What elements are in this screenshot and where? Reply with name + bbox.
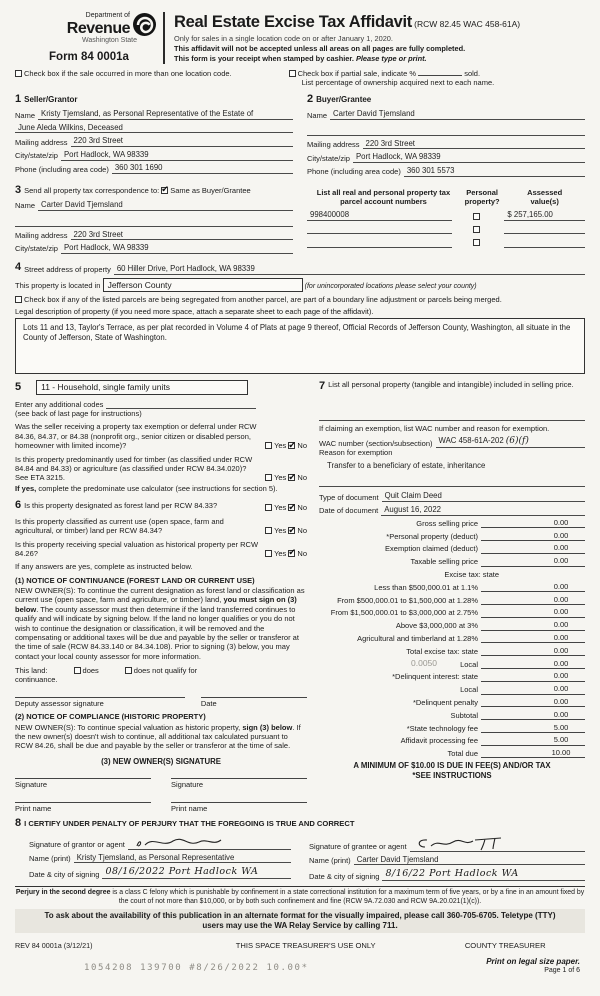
total-state-excise-value[interactable]: 0.00 bbox=[537, 646, 585, 656]
form-title: Real Estate Excise Tax Affidavit bbox=[174, 13, 413, 31]
seller-city-state-zip-field[interactable]: Port Hadlock, WA 98339 bbox=[61, 150, 293, 161]
treasurer-use-only-label: THIS SPACE TREASURER'S USE ONLY bbox=[235, 941, 376, 951]
grantee-signature-scribble bbox=[413, 835, 505, 851]
parcel-row-1 bbox=[307, 210, 585, 221]
section-8-certification: 8 I CERTIFY UNDER PENALTY OF PERJURY THAT THE FOREGOING IS TRUE AND CORRECT Signature of grantor or agent Name (print) Kristy Tjemsland, as Personal Representative Date & city of signing 08/16/2022 Port Hadlock WA Signature of grantee or agent Name (print) Carter David Tjemsland Date & city of signing 8/16/22 Port Hadlock WA bbox=[15, 817, 585, 881]
personal-property-checkbox-2[interactable] bbox=[473, 226, 480, 233]
timber-no-checkbox[interactable] bbox=[288, 474, 295, 481]
historical-property-question: Is this property receiving special valuation as historical property per RCW 84.26? Yes ✔ No bbox=[15, 540, 307, 559]
segregated-parcels-checkbox[interactable] bbox=[15, 296, 22, 303]
delinquent-interest-state-value[interactable]: 0.00 bbox=[537, 671, 585, 681]
form-number: Form 84 0001a bbox=[49, 50, 129, 63]
same-as-buyer-checkbox[interactable] bbox=[161, 187, 168, 194]
cashier-stamp: 1054208 139700 #8/26/2022 10.00* bbox=[84, 962, 309, 973]
buyer-grantee-title: Buyer/Grantee bbox=[316, 94, 372, 104]
section-4-property: 4 Street address of property 60 Hiller Drive, Port Hadlock, WA 98339 This property is located in Jefferson County (for unincorporated locations please select your county) Check box if any of the listed parcels are being segregated from another parcel, are part of a boundary line adjustment or parcels being merged. Legal description of property (if you need more space, attach a separate sheet to each page of the affidavit). Lots 11 and 13, Taylor's Terrace, as per plat recorded in Volume 4 of Plats at page 9 thereof, Official Records of Jefferson County, Washington, all situate in the County of Jefferson, State of Washington. bbox=[15, 261, 585, 374]
deputy-assessor-signature-field[interactable]: Deputy assessor signature bbox=[15, 697, 185, 708]
exemption-no-checkbox[interactable] bbox=[288, 442, 295, 449]
legal-description-field[interactable]: Lots 11 and 13, Taylor's Terrace, as per plat recorded in Volume 4 of Plats at page 9 thereof, Official Records of Jefferson County, Washington, all situate in the County of Jefferson, State of Washington. bbox=[15, 318, 585, 374]
exemption-yes-checkbox[interactable] bbox=[265, 442, 272, 449]
alternate-format-notice: To ask about the availability of this publication in an alternate format for the visually impaired, please call 360-705-6705. Teletype (TTY) users may use the WA Relay Service by calling 711. bbox=[15, 909, 585, 933]
land-does-not-checkbox[interactable] bbox=[125, 667, 132, 674]
forest-land-question: 6 Is this property designated as forest land per RCW 84.33? Yes ✔ No bbox=[15, 499, 307, 513]
delinquent-interest-local-value[interactable]: 0.00 bbox=[537, 684, 585, 694]
buyer-name-field[interactable]: Carter David Tjemsland bbox=[330, 109, 585, 120]
grantor-date-city-field[interactable]: 08/16/2022 Port Hadlock WA bbox=[102, 866, 291, 879]
subtotal-value[interactable]: 0.00 bbox=[537, 710, 585, 720]
assessed-value-field-3[interactable] bbox=[504, 239, 585, 248]
partial-sale-label: Check box if partial sale, indicate % bbox=[297, 68, 416, 78]
buyer-city-state-zip-field[interactable]: Port Hadlock, WA 98339 bbox=[353, 152, 585, 163]
personal-property-checkbox-3[interactable] bbox=[473, 239, 480, 246]
wac-number-field[interactable]: WAC 458-61A-202 (6)(f) bbox=[436, 436, 585, 448]
section-3-tax-correspondence: 3 Send all property tax correspondence to: ✔ Same as Buyer/Grantee Name Carter David Tjemsland Mailing address 220 3rd Street City/state/zip Port Hadlock, WA 98339 bbox=[15, 184, 293, 254]
print-note: Print on legal size paper. Page 1 of 6 bbox=[486, 957, 580, 975]
grantee-certification: Signature of grantee or agent Name (print) Carter David Tjemsland Date & city of signing 8/16/22 Port Hadlock WA bbox=[309, 832, 585, 881]
assessed-value-field-2[interactable] bbox=[504, 225, 585, 234]
current-use-question: Is this property classified as current use (open space, farm and agricultural, or timber) land per RCW 84.34? Yes ✔ No bbox=[15, 517, 307, 536]
taxable-selling-price-value[interactable]: 0.00 bbox=[537, 556, 585, 566]
grantor-signature-field[interactable] bbox=[128, 835, 291, 850]
seller-grantor-title: Seller/Grantor bbox=[24, 94, 78, 104]
section-2-buyer: 2 Buyer/Grantee Name Carter David Tjemsland Mailing address 220 3rd Street City/state/zip Port Hadlock, WA 98339 Phone (including area code) 360 301 5573 bbox=[307, 93, 585, 177]
reason-for-exemption-label: Reason for exemption bbox=[319, 448, 393, 458]
historical-yes-checkbox[interactable] bbox=[265, 550, 272, 557]
parcel-number-field-1[interactable]: 998400008 bbox=[307, 210, 452, 221]
notice-compliance-text: NEW OWNER(S): To continue special valuation as historic property, sign (3) below. If the new owner(s) doesn't wish to continue, all additional tax calculated pursuant to RCW 84.26, shall be due and payable by the seller or transferor at the time of sale. bbox=[15, 722, 301, 751]
rev-form-number: REV 84 0001a (3/12/21) bbox=[15, 941, 93, 951]
reason-for-exemption-value[interactable]: Transfer to a beneficiary of estate, inheritance bbox=[327, 460, 486, 470]
personal-property-deduct-value[interactable]: 0.00 bbox=[537, 531, 585, 541]
predominate-use-note: If yes, complete the predominate use calculator (see instructions for section 5). bbox=[15, 483, 278, 493]
page-indicator: Page 1 of 6 bbox=[544, 967, 580, 975]
excise-tax-computation: Gross selling price 0.00 *Personal property (deduct) 0.00 Exemption claimed (deduct) 0.00 Taxable selling price 0.00 Excise tax: state Less than $500,000.01 at 1.1% 0.00 From $500,000.01 to $1,500,000 at 1.28% 0.00 From $1,500,000.01 to $3,000,000 at 2.75% 0.00 Above $3,000,000 at 3% 0.00 Agricultural and timberland at 1.28% 0.00 Total excise tax: state 0.00 0.0050 Local 0.00 *Delinquent interest: state 0.00 Local 0.00 *Delinquent penalty 0.00 Subtotal 0.00 *State technology fee 5.00 Affidavit processing fee 5.00 Total due 10.00 A MINIMUM OF $10.00 IS DUE IN FEE(S) AND/OR TAX *SEE INSTRUCTIONS bbox=[319, 518, 585, 781]
personal-property-checkbox-1[interactable] bbox=[473, 213, 480, 220]
historical-no-checkbox[interactable] bbox=[288, 550, 295, 557]
if-any-yes-note: If any answers are yes, complete as instructed below. bbox=[15, 562, 193, 572]
total-due-value[interactable]: 10.00 bbox=[537, 748, 585, 758]
land-use-code-box[interactable]: 11 - Household, single family units bbox=[36, 380, 248, 395]
affidavit-processing-fee-value[interactable]: 5.00 bbox=[537, 735, 585, 745]
grantee-print-name-field[interactable]: Carter David Tjemsland bbox=[354, 855, 585, 866]
tier2-tax-value[interactable]: 0.00 bbox=[537, 595, 585, 605]
dor-swirl-icon bbox=[132, 12, 157, 37]
washington-state-label: Washington State bbox=[82, 36, 137, 44]
type-of-document-field[interactable]: Quit Claim Deed bbox=[382, 491, 585, 502]
new-owner-signature-field-2[interactable]: Signature bbox=[171, 778, 307, 789]
local-tax-value[interactable]: 0.00 bbox=[537, 659, 585, 669]
new-owners-signature-title: (3) NEW OWNER(S) SIGNATURE bbox=[101, 756, 221, 766]
legal-description-label: Legal description of property (if you need more space, attach a separate sheet to each page of the affidavit). bbox=[15, 306, 374, 316]
certify-statement: I CERTIFY UNDER PENALTY OF PERJURY THAT THE FOREGOING IS TRUE AND CORRECT bbox=[24, 819, 355, 829]
local-rate: 0.0050 bbox=[411, 658, 437, 669]
section-1-seller: 1 Seller/Grantor Name Kristy Tjemsland, as Personal Representative of the Estate of June Aleda Wilkins, Deceased Mailing address 220 3rd Street City/state/zip Port Hadlock, WA 98339 Phone (including area code) 360 301 1690 bbox=[15, 93, 293, 177]
correspondence-name-field[interactable]: Carter David Tjemsland bbox=[38, 200, 293, 211]
multiple-location-checkbox[interactable] bbox=[15, 70, 22, 77]
parcel-number-field-3[interactable] bbox=[307, 239, 452, 248]
buyer-phone-field[interactable]: 360 301 5573 bbox=[404, 166, 585, 177]
grantor-signature-scribble bbox=[131, 835, 223, 849]
current-use-yes-checkbox[interactable] bbox=[265, 527, 272, 534]
assessed-value-field-1[interactable]: $ 257,165.00 bbox=[504, 210, 585, 221]
exemption-intro: If claiming an exemption, list WAC number and reason for exemption. bbox=[319, 423, 550, 433]
form-rcw-reference: (RCW 82.45 WAC 458-61A) bbox=[414, 19, 521, 29]
parcel-table: List all real and personal property tax parcel account numbers Personal property? Assessed value(s) 998400008 $ 257,165.00 bbox=[307, 184, 585, 254]
minimum-due-note: A MINIMUM OF $10.00 IS DUE IN FEE(S) AND/OR TAX bbox=[353, 761, 551, 771]
agricultural-tax-value[interactable]: 0.00 bbox=[537, 633, 585, 643]
seller-mailing-address-field[interactable]: 220 3rd Street bbox=[71, 136, 293, 147]
form-subtitle-1: Only for sales in a single location code on or after January 1, 2020. bbox=[174, 33, 393, 43]
correspondence-city-state-zip-field[interactable]: Port Hadlock, WA 98339 bbox=[61, 243, 293, 254]
forest-no-checkbox[interactable] bbox=[288, 504, 295, 511]
current-use-no-checkbox[interactable] bbox=[288, 527, 295, 534]
notice-compliance-title: (2) NOTICE OF COMPLIANCE (HISTORIC PROPERTY) bbox=[15, 712, 206, 722]
date-of-document-field[interactable]: August 16, 2022 bbox=[381, 505, 585, 516]
section-7-personal-property: 7 List all personal property (tangible and intangible) included in selling price. If claiming an exemption, list WAC number and reason for exemption. WAC number (section/subsection) WAC 458-61A-202 (6)(f) Reason for exemption Transfer to a beneficiary of estate, inheritance Type of document Quit Claim Deed Date of document August 16, 2022 bbox=[319, 380, 585, 516]
additional-codes-field[interactable] bbox=[106, 400, 256, 409]
tax-exemption-question: Was the seller receiving a property tax exemption or deferral under RCW 84.36, 84.37, or 84.38 (nonprofit org., senior citizen or disabled person, homeowner with limited income)? Yes ✔ No bbox=[15, 422, 307, 450]
grantor-certification: Signature of grantor or agent Name (print) Kristy Tjemsland, as Personal Representative Date & city of signing 08/16/2022 Port Hadlock WA bbox=[15, 832, 291, 881]
county-note: (for unincorporated locations please select your county) bbox=[304, 282, 477, 290]
see-instructions-note: *SEE INSTRUCTIONS bbox=[412, 771, 492, 781]
partial-sale-checkbox[interactable] bbox=[289, 70, 296, 77]
notice-continuance-title: (1) NOTICE OF CONTINUANCE (FOREST LAND OR CURRENT USE) bbox=[15, 575, 255, 585]
land-qualify-row: This land: does does not qualify for bbox=[15, 666, 198, 676]
timber-yes-checkbox[interactable] bbox=[265, 474, 272, 481]
multiple-location-label: Check box if the sale occurred in more than one location code. bbox=[24, 68, 232, 78]
parcel-row-3 bbox=[307, 238, 585, 247]
dept-of-label: Department of bbox=[85, 12, 130, 19]
tier1-tax-value[interactable]: 0.00 bbox=[537, 582, 585, 592]
gross-selling-price-value[interactable]: 0.00 bbox=[537, 518, 585, 528]
personal-property-blank-area[interactable] bbox=[319, 394, 585, 418]
form-subtitle-3: This form is your receipt when stamped by cashier. Please type or print. bbox=[174, 54, 427, 64]
same-as-buyer-label: Same as Buyer/Grantee bbox=[170, 185, 251, 195]
deputy-assessor-date-field[interactable]: Date bbox=[201, 697, 307, 708]
timber-agriculture-question: Is this property predominantly used for timber (as classified under RCW 84.84 and 84.33) or agriculture (as classified under RCW 84.34.020)? See ETA 3215. Yes ✔ No bbox=[15, 455, 307, 483]
new-owner-print-name-field-2[interactable]: Print name bbox=[171, 802, 307, 813]
revenue-wordmark: Revenue bbox=[66, 19, 130, 37]
state-technology-fee-value[interactable]: 5.00 bbox=[537, 723, 585, 733]
buyer-name-field-line2[interactable] bbox=[307, 127, 585, 136]
grantor-print-name-field[interactable]: Kristy Tjemsland, as Personal Representative bbox=[74, 853, 291, 864]
land-does-checkbox[interactable] bbox=[74, 667, 81, 674]
grantee-signature-field[interactable] bbox=[410, 835, 585, 852]
form-header bbox=[15, 12, 585, 64]
exemption-claimed-value[interactable]: 0.00 bbox=[537, 543, 585, 553]
segregated-parcels-label: Check box if any of the listed parcels are being segregated from another parcel, are part of a boundary line adjustment or parcels being merged. bbox=[24, 295, 502, 305]
county-select-box[interactable]: Jefferson County bbox=[103, 278, 303, 293]
tier3-tax-value[interactable]: 0.00 bbox=[537, 607, 585, 617]
seller-phone-field[interactable]: 360 301 1690 bbox=[112, 163, 293, 174]
parcel-number-field-2[interactable] bbox=[307, 225, 452, 234]
tier4-tax-value[interactable]: 0.00 bbox=[537, 620, 585, 630]
county-treasurer-label: COUNTY TREASURER bbox=[464, 941, 546, 951]
correspondence-mailing-address-field[interactable]: 220 3rd Street bbox=[71, 230, 293, 241]
notice-continuance-text: NEW OWNER(S): To continue the current designation as forest land or classification as current use (open space, farm and agriculture, or timber) land, you must sign on (3) below. The county assessor must then determine if the land transferred continues to qualify and will indicate by signing below. If the land no longer qualifies or you do not wish to continue the designation or classification, it will be removed and the compensating or additional taxes will be due and payable by the seller or transferor at the time of sale (RCW 84.33.140 or 84.34.108). Prior to signing (3) below, you may contact your local county assessor for more information. bbox=[15, 586, 305, 661]
top-checkbox-row: Check box if the sale occurred in more than one location code. Check box if partial sale, indicate % sold. List percentage of ownership acquired next to each name. bbox=[15, 69, 585, 88]
personal-property-intro: List all personal property (tangible and intangible) included in selling price. bbox=[328, 379, 574, 389]
grantee-date-city-field[interactable]: 8/16/22 Port Hadlock WA bbox=[382, 868, 585, 881]
seller-name-field[interactable]: Kristy Tjemsland, as Personal Representative of the Estate of bbox=[38, 109, 293, 120]
buyer-mailing-address-field[interactable]: 220 3rd Street bbox=[363, 139, 585, 150]
new-owner-print-name-field-1[interactable]: Print name bbox=[15, 802, 151, 813]
delinquent-penalty-value[interactable]: 0.00 bbox=[537, 697, 585, 707]
new-owner-signature-field-1[interactable]: Signature bbox=[15, 778, 151, 789]
seller-name-field-line2[interactable]: June Aleda Wilkins, Deceased bbox=[15, 123, 293, 134]
correspondence-name-field-line2[interactable] bbox=[15, 218, 293, 227]
perjury-notice: Perjury in the second degree is a class C felony which is punishable by confinement in a state correctional institution for a maximum term of five years, or by a fine in an amount fixed by the court of not more than $10,000, or by both such confinement and fine (RCW 9A.72.030 and RCW 9A.20.021(1)(c)). bbox=[15, 886, 585, 906]
dor-logo bbox=[15, 12, 163, 39]
excise-tax-state-header: Excise tax: state bbox=[444, 570, 499, 580]
form-subtitle-2: This affidavit will not be accepted unless all areas on all pages are fully completed. bbox=[174, 43, 466, 53]
section-6-designations: 6 Is this property designated as forest land per RCW 84.33? Yes ✔ No Is this property classified as current use (open space, farm and agricultural, or timber) land per RCW 84.34? Yes ✔ No Is this property receiving special valuation as historical property per RCW 84.26? Yes ✔ No If any answers are yes, complete as instructed below. (1) NOTICE OF CONTINUANCE (FOREST LAND OR CURRENT USE) NEW OWNER(S): To continue the current designation as forest land or classification as current use (open space, farm and agriculture, or timber) land, you must sign on (3) below. The county assessor must then determine if the land transferred continues to qualify and will indicate by signing below. If the land no longer qualifies or you do not wish to continue the designation or classification, it will be removed and the compensating or additional taxes will be due and payable by the seller or transferor at the time of sale (RCW 84.33.140 or 84.34.108). Prior to signing (3) below, you may contact your local county assessor for more information. This land: does does not qualify for continuance. Deputy assessor signature Date (2) NOTICE OF COMPLIANCE (HISTORIC PROPERTY) NEW OWNER(S): To continue special valuation as historic property, sign (3) below. If the new owner(s) doesn't wish to continue, all additional tax calculated pursuant to RCW 84.26, shall be due and payable by the seller or transferor at the time of sale. (3) NEW OWNER(S) SIGNATURE Signature Signature Print name Print name bbox=[15, 499, 307, 813]
street-address-field[interactable]: 60 Hiller Drive, Port Hadlock, WA 98339 bbox=[114, 264, 585, 275]
section-5-land-use: 5 11 - Household, single family units Enter any additional codes (see back of last page for instructions) Was the seller receiving a property tax exemption or deferral under RCW 84.36, 84.37, or 84.38 (nonprofit org., senior citizen or disabled person, homeowner with limited income)? Yes ✔ No Is this property predominantly used for timber (as classified under RCW 84.84 and 84.33) or agriculture (as classified under RCW 84.34.020)? See ETA 3215. Yes ✔ No If yes, complete the predominate use calculator (see instructions for section 5). bbox=[15, 380, 307, 493]
ownership-percentage-note: List percentage of ownership acquired next to each name. bbox=[301, 78, 495, 88]
footer-row bbox=[15, 941, 585, 950]
forest-yes-checkbox[interactable] bbox=[265, 504, 272, 511]
parcel-row-2 bbox=[307, 225, 585, 234]
partial-sale-percent-field[interactable] bbox=[418, 69, 462, 76]
